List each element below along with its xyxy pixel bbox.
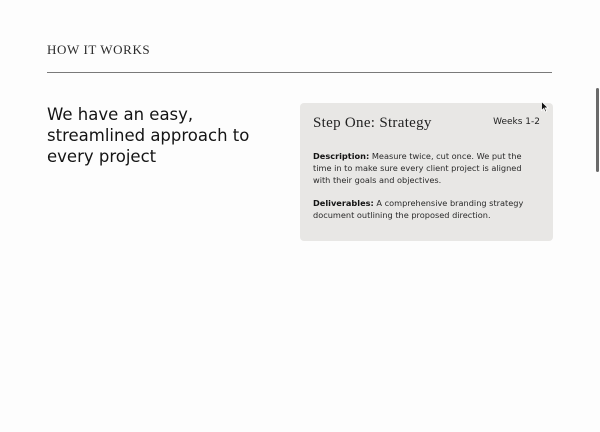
step-body: [313, 151, 539, 234]
deliverables-text: A comprehensive branding strategy document outlining the proposed direction.: [313, 198, 524, 221]
step-title: Step One: Strategy: [313, 115, 432, 131]
step-card[interactable]: [300, 103, 553, 241]
page-scrollbar[interactable]: [596, 88, 599, 172]
step-description: [313, 151, 539, 186]
deliverables-label: Deliverables:: [313, 198, 374, 209]
section-divider: [47, 72, 552, 73]
section-title: HOW IT WORKS: [47, 42, 151, 57]
intro-headline: We have an easy, streamlined approach to every project: [47, 105, 250, 166]
step-deliverables: [313, 198, 539, 222]
arrow-cursor-icon: [541, 101, 549, 113]
description-text: Measure twice, cut once. We put the time in to make sure every client project is aligned with their goals and objectives.: [313, 151, 522, 185]
step-duration: Weeks 1-2: [493, 117, 540, 127]
description-label: Description:: [313, 151, 370, 161]
